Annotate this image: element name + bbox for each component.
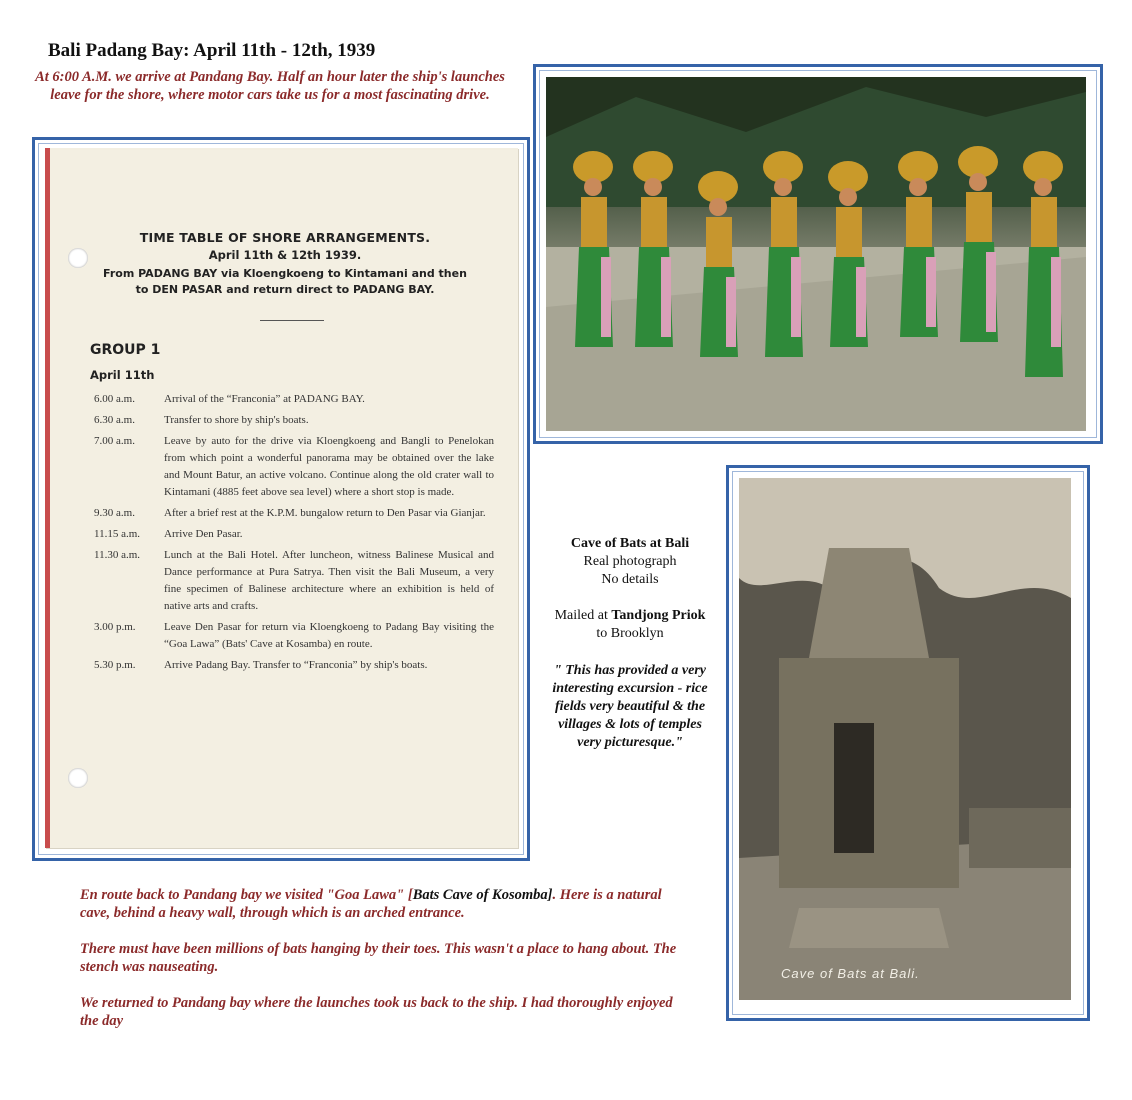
- dancers-illustration: [546, 77, 1086, 431]
- row-text: After a brief rest at the K.P.M. bungalow return to Den Pasar via Gianjar.: [164, 507, 486, 519]
- balinese-dancers-photo: [546, 77, 1086, 431]
- postcard-title: Cave of Bats at Bali: [570, 536, 690, 551]
- mailed-suffix: to Brooklyn: [596, 626, 664, 641]
- postcard-quote: " This has provided a very interesting excursion - rice fields very beautiful & the villages & lots of temples very picturesque.": [552, 663, 708, 750]
- postcard-description: [548, 535, 712, 643]
- narrative-paragraph-2: There must have been millions of bats hanging by their toes. This wasn't a place to hang about. The stench was nauseating.: [80, 941, 677, 975]
- row-time: 7.00 a.m.: [94, 435, 135, 447]
- schedule-row: [94, 412, 494, 429]
- narrative-1c: . Here is a natural cave, behind a heavy wall, through which is an arched entrance.: [80, 887, 662, 921]
- timetable-dates: April 11th & 12th 1939.: [208, 248, 362, 262]
- timetable-heading: TIME TABLE OF SHORE ARRANGEMENTS.: [139, 230, 431, 245]
- route-line-1: From PADANG BAY via Kloengkoeng to Kintamani and then: [103, 267, 467, 280]
- row-text: Arrive Padang Bay. Transfer to “Franconia” by ship's boats.: [164, 659, 428, 671]
- cave-of-bats-photo: [739, 478, 1071, 1000]
- mailed-prefix: Mailed at: [554, 608, 612, 623]
- row-time: 9.30 a.m.: [94, 507, 135, 519]
- row-text: Arrive Den Pasar.: [164, 528, 243, 540]
- postcard-details: No details: [601, 572, 659, 587]
- row-time: 11.30 a.m.: [94, 549, 141, 561]
- schedule-row: [94, 547, 494, 615]
- group-label: GROUP 1: [90, 342, 161, 358]
- row-text: Leave by auto for the drive via Kloengkoeng and Bangli to Penelokan from which point a wonderful panorama may be obtained over the lake and Mount Batur, an active volcano. Continue along the old crater wall to Kintamani (4885 feet above sea level) where a short stop is made.: [164, 435, 494, 498]
- row-time: 6.00 a.m.: [94, 393, 135, 405]
- page-title: Bali Padang Bay: April 11th - 12th, 1939: [48, 40, 376, 61]
- divider: [260, 320, 324, 321]
- route-line-2: to DEN PASAR and return direct to PADANG BAY.: [135, 283, 435, 296]
- narrative-paragraph-1: [80, 886, 680, 922]
- dance-photo-frame: [533, 64, 1103, 444]
- narrative-paragraph-3: We returned to Pandang bay where the launches took us back to the ship. I had thoroughly enjoyed the day: [80, 995, 673, 1029]
- cave-photo-frame: [726, 465, 1090, 1021]
- row-text: Transfer to shore by ship's boats.: [164, 414, 309, 426]
- photo-caption: Cave of Bats at Bali.: [781, 966, 920, 981]
- schedule-row: [94, 526, 494, 543]
- narrative-1a: En route back to Pandang bay we visited "Goa Lawa" [: [80, 887, 413, 903]
- mailed-place: Tandjong Priok: [611, 608, 706, 623]
- schedule-list: [94, 391, 494, 678]
- row-time: 5.30 p.m.: [94, 659, 136, 671]
- row-text: Arrival of the “Franconia” at PADANG BAY.: [164, 393, 365, 405]
- narrative-1b: Bats Cave of Kosomba]: [412, 887, 553, 903]
- day-label: April 11th: [90, 368, 155, 382]
- intro-text: At 6:00 A.M. we arrive at Pandang Bay. Half an hour later the ship's launches leave for the shore, where motor cars take us for a most fascinating drive.: [35, 69, 505, 103]
- narrative-text: [80, 886, 680, 1048]
- schedule-row: [94, 433, 494, 501]
- timetable-route: [60, 266, 510, 298]
- postcard-type: Real photograph: [583, 554, 677, 569]
- schedule-row: [94, 657, 494, 674]
- schedule-row: [94, 505, 494, 522]
- row-time: 6.30 a.m.: [94, 414, 135, 426]
- timetable-card: [45, 148, 518, 848]
- postcard-mailing: [548, 607, 712, 643]
- row-text: Leave Den Pasar for return via Kloengkoeng to Padang Bay visiting the “Goa Lawa” (Bats' Cave at Kosamba) en route.: [164, 621, 494, 650]
- schedule-row: [94, 391, 494, 408]
- row-time: 3.00 p.m.: [94, 621, 136, 633]
- temple-gate-illustration: [739, 478, 1071, 1000]
- timetable-frame: [32, 137, 530, 861]
- schedule-row: [94, 619, 494, 653]
- row-time: 11.15 a.m.: [94, 528, 141, 540]
- punch-hole-bottom: [68, 768, 88, 788]
- row-text: Lunch at the Bali Hotel. After luncheon, witness Balinese Musical and Dance performance at Pura Satrya. Then visit the Bali Museum, a very fine specimen of Balinese architecture where an exhibition is held of native arts and crafts.: [164, 549, 494, 612]
